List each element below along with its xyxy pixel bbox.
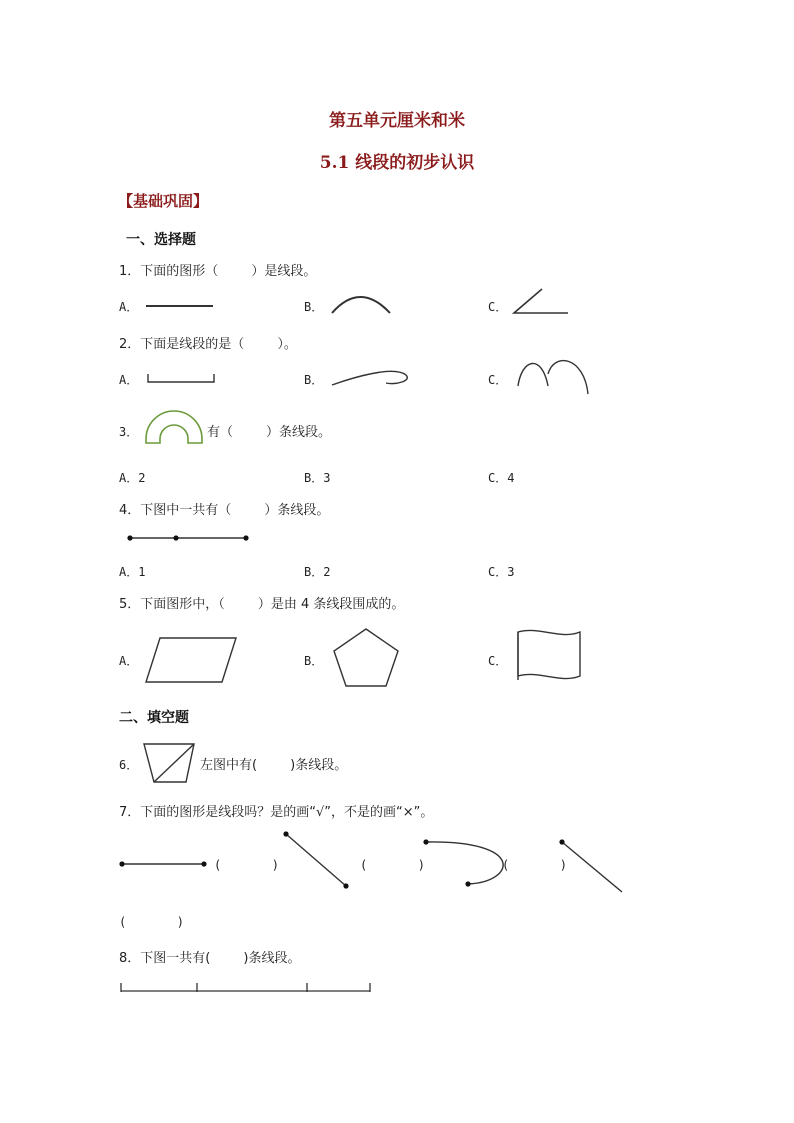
q5-option-a-label: A． [119, 654, 139, 668]
q6-trapezoid-figure [140, 740, 198, 786]
q2-option-a-label: A． [119, 373, 139, 387]
q1-option-a-label: A． [119, 300, 139, 314]
q7-answer-blank-4[interactable]: ( ) [119, 915, 185, 929]
q1-option-b-arc [326, 285, 396, 317]
q4-option-b: B．2 [304, 565, 331, 579]
question-4: 4．下图中一共有（ ）条线段。 [119, 503, 330, 518]
page-title: 第五单元厘米和米 [329, 111, 465, 131]
question-2: 2．下面是线段的是（ ）。 [119, 337, 297, 352]
q2-option-b-label: B． [304, 373, 324, 387]
q1-option-c-angle [508, 285, 574, 319]
q1-option-c-label: C． [488, 300, 508, 314]
q1-option-a-segment [140, 298, 220, 314]
question-1: 1．下面的图形（ ）是线段。 [119, 264, 317, 279]
q3-option-b: B．3 [304, 471, 331, 485]
q5-option-a-parallelogram [142, 634, 242, 688]
part1-heading: 一、选择题 [126, 232, 196, 248]
q2-option-c-label: C． [488, 373, 508, 387]
q2-option-c-double-arch [514, 356, 594, 396]
q5-option-b-label: B． [304, 654, 324, 668]
q7-answer-blank-3[interactable]: ( ) [502, 858, 568, 872]
question-5: 5．下面图形中，（ ）是由 4 条线段围成的。 [119, 597, 405, 612]
question-8: 8．下图一共有( )条线段。 [119, 951, 301, 966]
q5-option-c-flag [512, 628, 586, 684]
part2-heading: 二、填空题 [119, 710, 189, 726]
q5-option-c-label: C． [488, 654, 508, 668]
q4-option-c: C．3 [488, 565, 515, 579]
q7-answer-blank-2[interactable]: ( ) [360, 858, 426, 872]
q3-rainbow-shape [144, 409, 206, 445]
section-basic-heading: 【基础巩固】 [118, 192, 209, 210]
q7-answer-blank-1[interactable]: ( ) [214, 858, 280, 872]
question-7: 7．下面的图形是线段吗？是的画“√”，不是的画“×”。 [119, 805, 434, 820]
q4-segment-figure [124, 532, 254, 544]
q5-option-b-pentagon [330, 626, 402, 690]
q1-option-b-label: B． [304, 300, 324, 314]
q3-option-c: C．4 [488, 471, 515, 485]
q8-segment-figure [118, 980, 376, 996]
q2-option-b-curve [326, 365, 416, 391]
lesson-subtitle: 5.1 线段的初步认识 [319, 153, 475, 173]
question-6-number: 6． [119, 758, 139, 772]
q2-option-a-bracket [142, 368, 222, 386]
q3-option-a: A．2 [119, 471, 146, 485]
question-3-number: 3． [119, 425, 139, 439]
q4-option-a: A．1 [119, 565, 146, 579]
question-6: 左图中有( )条线段。 [200, 758, 348, 773]
question-3: 有（ ）条线段。 [207, 425, 332, 440]
